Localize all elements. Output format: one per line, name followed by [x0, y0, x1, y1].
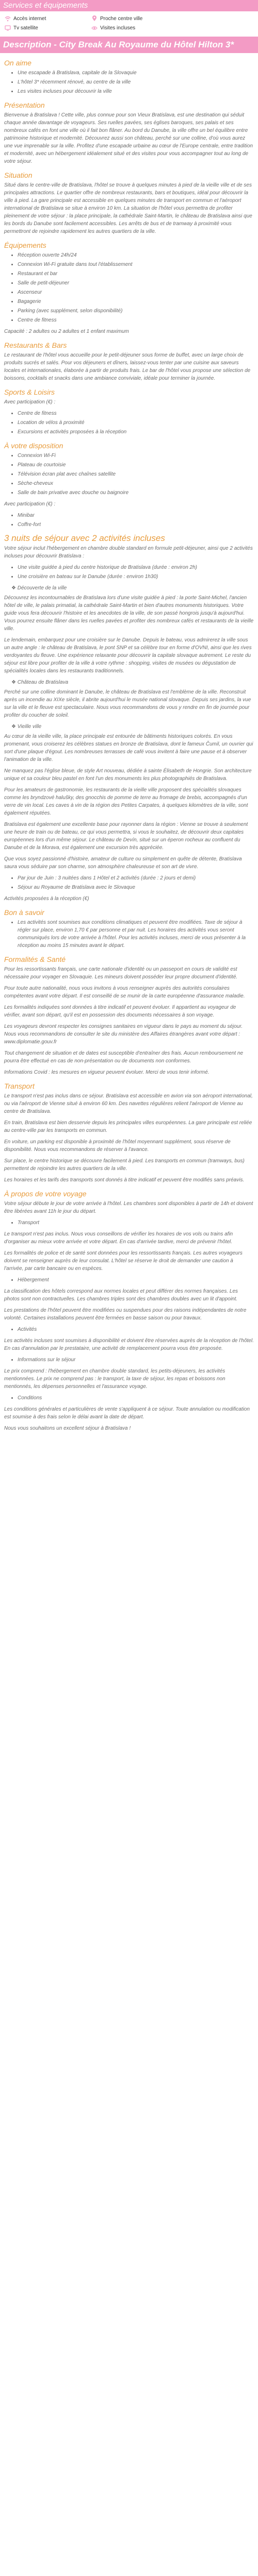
- paragraph: Pour toute autre nationalité, nous vous invitons à vous renseigner auprès des autorités consulaires compétentes avant votre départ. Il est conseillé de se munir de la carte européenne d'assurance maladie.: [4, 986, 245, 999]
- paragraph: Que vous soyez passionné d'histoire, amateur de culture ou simplement en quête de détente, Bratislava saura vous séduire par son charme, son atmosphère chaleureuse et son art de vivre.: [4, 856, 242, 870]
- paragraph: Ne manquez pas l'église bleue, de style Art nouveau, dédiée à sainte Élisabeth de Hongrie. Son architecture unique et sa couleur bleu pastel en font l'un des monuments les plus photographiés de Bratislava.: [4, 768, 252, 782]
- list-item: • Salle de bain privative avec douche ou baignoire: [18, 489, 254, 497]
- paragraph: Découvrez les incontournables de Bratislava lors d'une visite guidée à pied : la porte Saint-Michel, l'ancien hôtel de ville, le palais primatial, la cathédrale Saint-Martin et bien d'autres monuments historiques. Votre guide vous fera découvrir l'histoire et les anecdotes de la ville, de son passé hongrois jusqu'à aujourd'hui. Vous pourrez ensuite flâner dans les ruelles pavées et profiter des nombreux cafés et restaurants de la vieille ville.: [4, 595, 254, 632]
- subsection-heading: ❖ Vieille ville: [11, 724, 42, 730]
- list-item: • Ascenseur: [18, 289, 254, 296]
- bullet-list: [4, 251, 254, 324]
- paragraph: Nous vous souhaitons un excellent séjour à Bratislava !: [4, 1426, 131, 1431]
- service-item: [4, 24, 91, 32]
- list-item: • Salle de petit-déjeuner: [18, 279, 254, 287]
- list-item: • Sèche-cheveux: [18, 480, 254, 487]
- paragraph: Activités proposées à la réception (€): [4, 896, 89, 902]
- paragraph: La classification des hôtels correspond aux normes locales et peut différer des normes françaises. Les photos sont non contractuelles. Les chambres triples sont des chambres doubles avec un lit d'appoint.: [4, 1289, 238, 1302]
- services-row: [0, 14, 258, 23]
- list-item: • Par jour de Juin : 3 nuitées dans 1 Hôtel et 2 activités (durée : 2 jours et demi): [18, 874, 254, 882]
- service-label: Accès internet: [13, 15, 46, 22]
- list-item: • Centre de fitness: [18, 316, 254, 324]
- wifi-icon: [4, 15, 11, 22]
- list-item: • Conditions: [18, 1394, 254, 1402]
- bullet-list: [4, 512, 254, 529]
- paragraph: En train, Bratislava est bien desservie depuis les principales villes européennes. La gare principale est reliée au centre-ville par les transports en commun.: [4, 1120, 252, 1133]
- bullet-list: [4, 874, 254, 891]
- list-item: • Réception ouverte 24h/24: [18, 251, 254, 259]
- paragraph: Le prix comprend : l'hébergement en chambre double standard, les petits-déjeuners, les activités mentionnées. Le prix ne comprend pas : le transport, la taxe de séjour, les repas et boissons non mentionnés, les dépenses personnelles et l'assurance voyage.: [4, 1368, 225, 1389]
- list-item: • Informations sur le séjour: [18, 1356, 254, 1364]
- section-heading: Restaurants & Bars: [4, 341, 67, 349]
- bullet-list: [4, 1356, 254, 1364]
- service-label: Visites incluses: [100, 25, 136, 31]
- section-heading: À propos de votre voyage: [4, 1190, 87, 1198]
- paragraph: Au cœur de la vieille ville, la place principale est entourée de bâtiments historiques colorés. En vous promenant, vous croiserez les célèbres statues en bronze de Bratislava, dont le fameux Čumil, un ouvrier qui sort d'une plaque d'égout. Les nombreuses terrasses de café vous invitent à faire une pause et à observer l'animation de la ville.: [4, 734, 253, 762]
- list-item: • Minibar: [18, 512, 254, 519]
- paragraph: Tout changement de situation et de dates est susceptible d'entraîner des frais. Aucun remboursement ne pourra être effectué en cas de non-présentation ou de documents non conformes.: [4, 1050, 244, 1064]
- list-item: • Les activités sont soumises aux conditions climatiques et peuvent être modifiées. Taxe de séjour à régler sur place, environ 1,70 € par personne et par nuit. Les horaires des activités vous seront communiqués lors de votre arrivée à l'hôtel. Pour les activités incluses, merci de vous présenter à la réception au moins 15 minutes avant le départ.: [18, 919, 254, 950]
- list-item: • Une croisière en bateau sur le Danube (durée : environ 1h30): [18, 573, 254, 581]
- section-heading: À votre disposition: [4, 442, 63, 450]
- bullet-list: [4, 1219, 254, 1227]
- paragraph: Le transport n'est pas inclus. Nous vous conseillons de vérifier les horaires de vos vols ou trains afin d'organiser au mieux votre arrivée et votre départ. En cas d'arrivée tardive, merci de prévenir l'hôtel.: [4, 1231, 233, 1245]
- section-heading: Formalités & Santé: [4, 955, 66, 963]
- description-title: Description - City Break Au Royaume du Hôtel Hilton 3*: [0, 37, 258, 53]
- service-item: [91, 14, 178, 23]
- paragraph: Pour les ressortissants français, une carte nationale d'identité ou un passeport en cours de validité est nécessaire pour voyager en Slovaquie. Les mineurs doivent posséder leur propre document d'identité.: [4, 967, 238, 980]
- service-label: Tv satellite: [13, 25, 38, 31]
- list-item: • Les visites incluses pour découvrir la ville: [18, 88, 254, 95]
- list-item: • Location de vélos à proximité: [18, 419, 254, 427]
- map-pin-icon: [91, 15, 98, 22]
- list-item: • Restaurant et bar: [18, 270, 254, 278]
- paragraph: Perché sur une colline dominant le Danube, le château de Bratislava est l'emblème de la ville. Reconstruit après un incendie au XIXe siècle, il abrite aujourd'hui le musée national slovaque. Depuis ses jardins, la vue sur la ville et le fleuve est spectaculaire. Nous vous recommandons de vous y rendre en fin de journée pour profiter du coucher de soleil.: [4, 689, 251, 718]
- tv-icon: [4, 25, 11, 31]
- paragraph: Sur place, le centre historique se découvre facilement à pied. Les transports en commun (tramways, bus) permettent de rejoindre les autres quartiers de la ville.: [4, 1158, 245, 1172]
- services-list: [0, 11, 258, 35]
- paragraph: Avec participation (€) :: [4, 399, 56, 405]
- description-content: [0, 58, 258, 1432]
- list-item: • Une visite guidée à pied du centre historique de Bratislava (durée : environ 2h): [18, 564, 254, 571]
- section-heading: Présentation: [4, 101, 45, 109]
- bullet-list: [4, 410, 254, 436]
- list-item: • Télévision écran plat avec chaînes satellite: [18, 470, 254, 478]
- paragraph: Bienvenue à Bratislava ! Cette ville, plus connue pour son Vieux Bratislava, est une destination qui séduit chaque année davantage de voyageurs. Ses ruelles pavées, ses églises baroques, ses palais et ses nombreux cafés en font une ville où il fait bon flâner. Au bord du Danube, la ville offre un bel équilibre entre patrimoine historique et modernité. Découvrez aussi son château, perché sur une colline, d'où vous aurez une vue imprenable sur la ville. Profitez d'une escapade urbaine au cœur de l'Europe centrale, entre tradition et modernité, avec un hébergement idéalement situé et des visites pour vous accompagner tout au long de votre séjour.: [4, 112, 253, 164]
- paragraph: Les horaires et les tarifs des transports sont donnés à titre indicatif et peuvent être modifiés sans préavis.: [4, 1177, 245, 1183]
- bullet-list: [4, 69, 254, 95]
- paragraph: Avec participation (€) :: [4, 501, 56, 507]
- bullet-list: [4, 564, 254, 581]
- paragraph: Votre séjour inclut l'hébergement en chambre double standard en formule petit-déjeuner, ainsi que 2 activités incluses pour découvrir Bratislava :: [4, 546, 253, 559]
- section-heading: Situation: [4, 171, 33, 179]
- list-item: • Séjour au Royaume de Bratislava avec le Slovaque: [18, 884, 254, 891]
- paragraph: Les voyageurs devront respecter les consignes sanitaires en vigueur dans le pays au moment du séjour. Nous vous recommandons de consulter le site du ministère des Affaires étrangères avant votre départ : www.diplomatie.gouv.fr: [4, 1024, 243, 1045]
- list-item: • Connexion Wi-Fi gratuite dans tout l'établissement: [18, 261, 254, 268]
- list-item: • Transport: [18, 1219, 254, 1227]
- eye-icon: [91, 25, 98, 31]
- section-heading: 3 nuits de séjour avec 2 activités incluses: [4, 533, 165, 543]
- paragraph: Bratislava est également une excellente base pour rayonner dans la région : Vienne se trouve à seulement une heure de train ou de bateau, ce qui vous permettra, si vous le souhaitez, de découvrir deux capitales européennes lors d'un même séjour. Le château de Devín, situé sur un éperon rocheux au confluent du Danube et de la Morava, est également une excursion très appréciée.: [4, 822, 248, 851]
- list-item: • L'hôtel 3* récemment rénové, au centre de la ville: [18, 78, 254, 86]
- services-heading: Services et équipements: [0, 0, 258, 11]
- service-item: [4, 14, 91, 23]
- paragraph: Les formalités indiquées sont données à titre indicatif et peuvent évoluer. Il appartient au voyageur de vérifier, avant son départ, qu'il est en possession des documents nécessaires à son voyage.: [4, 1005, 236, 1018]
- subsection-heading: ❖ Découverte de la ville: [11, 585, 67, 591]
- paragraph: Capacité : 2 adultes ou 2 adultes et 1 enfant maximum: [4, 329, 129, 334]
- section-heading: Sports & Loisirs: [4, 388, 55, 396]
- paragraph: Le transport n'est pas inclus dans ce séjour. Bratislava est accessible en avion via son aéroport international, ou via l'aéroport de Vienne situé à environ 60 km. Des navettes régulières relient l'aéroport de Vienne au centre de Bratislava.: [4, 1093, 253, 1114]
- section-heading: Transport: [4, 1082, 35, 1090]
- list-item: • Excursions et activités proposées à la réception: [18, 428, 254, 436]
- list-item: • Coffre-fort: [18, 521, 254, 529]
- subsection-heading: ❖ Château de Bratislava: [11, 680, 69, 685]
- section-heading: Équipements: [4, 241, 46, 249]
- paragraph: En voiture, un parking est disponible à proximité de l'hôtel moyennant supplément, sous réserve de disponibilité. Nous vous recommandons de réserver à l'avance.: [4, 1139, 231, 1153]
- list-item: • Hébergement: [18, 1276, 254, 1284]
- paragraph: Pour les amateurs de gastronomie, les restaurants de la vieille ville proposent des spécialités slovaques comme les bryndzové halušky, des gnocchis de pomme de terre au fromage de brebis, accompagnés d'un verre de vin local. Les caves à vin de la région des Petites Carpates, à quelques kilomètres de la ville, sont également réputées.: [4, 787, 248, 816]
- section-heading: On aime: [4, 59, 31, 67]
- list-item: • Bagagerie: [18, 298, 254, 306]
- paragraph: Votre séjour débute le jour de votre arrivée à l'hôtel. Les chambres sont disponibles à partir de 14h et doivent être libérées avant 11h le jour du départ.: [4, 1201, 253, 1214]
- list-item: • Activités: [18, 1326, 254, 1333]
- paragraph: Les conditions générales et particulières de vente s'appliquent à ce séjour. Toute annulation ou modification est soumise à des frais selon le délai avant la date de départ.: [4, 1406, 250, 1420]
- paragraph: Les activités incluses sont soumises à disponibilité et doivent être réservées auprès de la réception de l'hôtel. En cas d'annulation par le prestataire, une activité de remplacement pourra vous être proposée.: [4, 1338, 254, 1351]
- list-item: • Une escapade à Bratislava, capitale de la Slovaquie: [18, 69, 254, 77]
- paragraph: Les formalités de police et de santé sont données pour les ressortissants français. Les autres voyageurs doivent se renseigner auprès de leur consulat. L'hôtel se réserve le droit de demander une caution à l'arrivée, par carte bancaire ou en espèces.: [4, 1250, 243, 1272]
- service-label: Proche centre ville: [100, 15, 143, 22]
- paragraph: Le lendemain, embarquez pour une croisière sur le Danube. Depuis le bateau, vous admirerez la ville sous un autre angle : le château de Bratislava, le pont SNP et sa célèbre tour en forme d'OVNI, ainsi que les rives verdoyantes du fleuve. Une expérience relaxante pour découvrir la capitale slovaque autrement. Le reste du séjour est libre pour profiter de la ville à votre rythme : shopping, visites de musées ou dégustation de spécialités locales dans les restaurants traditionnels.: [4, 637, 252, 674]
- bullet-list: [4, 1394, 254, 1402]
- list-item: • Connexion Wi-Fi: [18, 452, 254, 460]
- paragraph: Les prestations de l'hôtel peuvent être modifiées ou suspendues pour des raisons indépendantes de notre volonté. Certaines installations peuvent être fermées en basse saison ou pour travaux.: [4, 1308, 247, 1321]
- paragraph: Situé dans le centre-ville de Bratislava, l'hôtel se trouve à quelques minutes à pied de la vieille ville et de ses principales attractions. Le quartier offre de nombreux restaurants, bars et boutiques, idéal pour découvrir la ville à pied. La gare principale est accessible en quelques minutes de transport en commun et l'aéroport international de Bratislava se situe à environ 10 km. La situation de l'hôtel vous permettra de profiter pleinement de votre séjour : la place principale, la cathédrale Saint-Martin, le château de Bratislava ainsi que les bords du Danube sont facilement accessibles. Les arrêts de bus et de tramway à proximité vous permettront de rejoindre rapidement les autres quartiers de la ville.: [4, 182, 252, 234]
- bullet-list: [4, 919, 254, 950]
- bullet-list: [4, 452, 254, 497]
- list-item: • Plateau de courtoisie: [18, 461, 254, 469]
- paragraph: Le restaurant de l'hôtel vous accueille pour le petit-déjeuner sous forme de buffet, avec un large choix de produits sucrés et salés. Pour vos déjeuners et dîners, laissez-vous tenter par une cuisine aux saveurs locales et internationales, élaborée à partir de produits frais. Le bar de l'hôtel vous propose une sélection de boissons, cocktails et snacks dans une ambiance conviviale, idéale pour terminer la journée.: [4, 352, 251, 381]
- paragraph: Informations Covid : les mesures en vigueur peuvent évoluer. Merci de vous tenir informé.: [4, 1070, 209, 1075]
- service-item: [91, 24, 178, 32]
- list-item: • Parking (avec supplément, selon disponibilité): [18, 307, 254, 315]
- bullet-list: [4, 1326, 254, 1333]
- list-item: • Centre de fitness: [18, 410, 254, 417]
- services-row: [0, 23, 258, 32]
- section-heading: Bon à savoir: [4, 908, 44, 917]
- bullet-list: [4, 1276, 254, 1284]
